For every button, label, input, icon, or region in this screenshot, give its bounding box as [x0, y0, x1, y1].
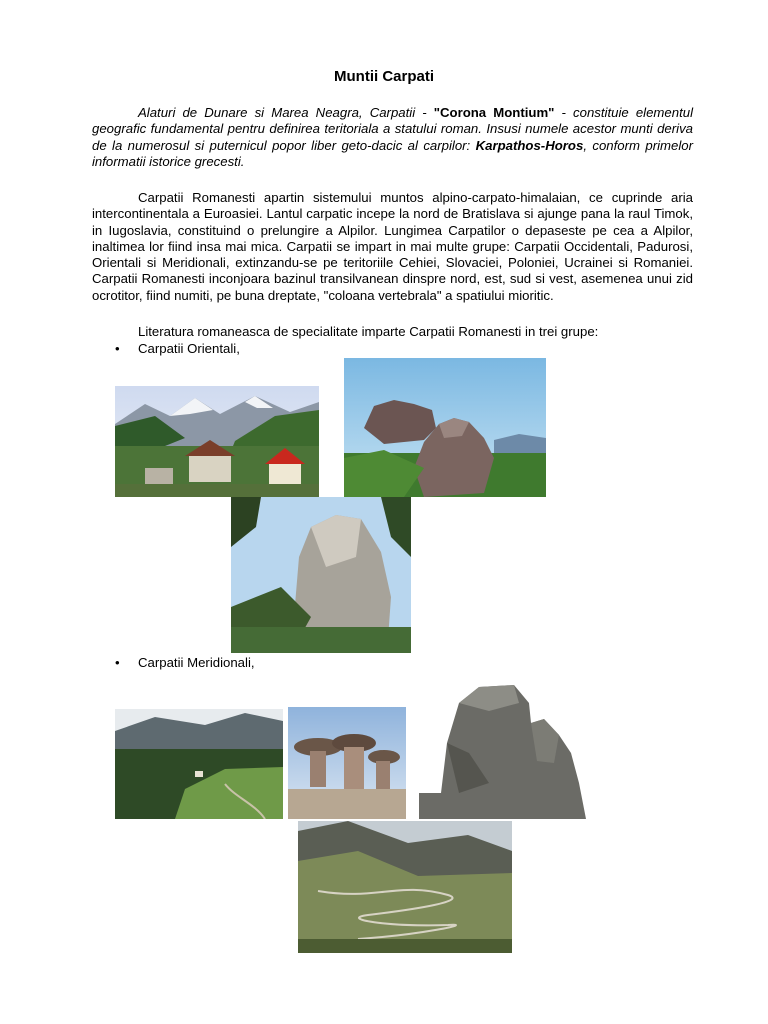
karpathos-horos-term: Karpathos-Horos	[475, 137, 584, 153]
photo-mountain-village	[115, 386, 319, 497]
photo-cliff-with-trees	[231, 497, 411, 653]
photo-sphinx-rock	[419, 683, 586, 819]
intro-text-1: Alaturi de Dunare si Marea Neagra, Carpatii -	[138, 105, 434, 120]
body-paragraph	[92, 190, 693, 304]
photo-rock-formation	[344, 358, 546, 497]
intro-text-3: , conform primelor informatii istorice grecesti.	[92, 137, 693, 169]
bullet-label: Carpatii Orientali,	[138, 341, 240, 356]
photo-valley-meadow	[115, 709, 283, 819]
bullet-dot-icon: •	[115, 655, 120, 670]
intro-paragraph	[92, 105, 693, 170]
photo-mushroom-rocks	[288, 707, 406, 819]
corona-montium-term: "Corona Montium"	[433, 105, 555, 120]
bullet-label: Carpatii Meridionali,	[138, 655, 255, 670]
bullet-dot-icon: •	[115, 341, 120, 356]
intro-text-2: - constituie elementul geografic fundamental pentru definirea teritoriala a statului roman. Insusi numele acestor munti deriva de la numerosul si puternicul popor liber geto-dacic al carpilor:	[92, 105, 694, 153]
body-paragraph-text: Carpatii Romanesti apartin sistemului muntos alpino-carpato-himalaian, ce cuprinde aria intercontinentala a Euroasiei. Lantul carpatic incepe la nord de Bratislava si ajunge pana la raul Timok, in Iugoslavia, constituind o prelungire a Alpilor. Lungimea Carpatilor o depaseste pe cea a Alpilor, inaltimea lor fiind insa mai mica. Carpatii se impart in mai multe grupe: Carpatii Occidentali, Padurosi, Orientali si Meridionali, extinzandu-se pe teritoriile Cehiei, Slovaciei, Poloniei, Ucrainei si Romaniei. Carpatii Romanesti inconjoara bazinul transilvanean dinspre nord, est, sud si vest, asemenea unui zid ocrotitor, fiind numiti, pe buna dreptate, "coloana vertebrala" a spatiului mioritic.	[92, 190, 693, 303]
page-title: Muntii Carpati	[334, 68, 434, 85]
groups-intro-line: Literatura romaneasca de specialitate imparte Carpatii Romanesti in trei grupe:	[138, 324, 599, 339]
photo-transfagarasan-road	[298, 821, 512, 953]
